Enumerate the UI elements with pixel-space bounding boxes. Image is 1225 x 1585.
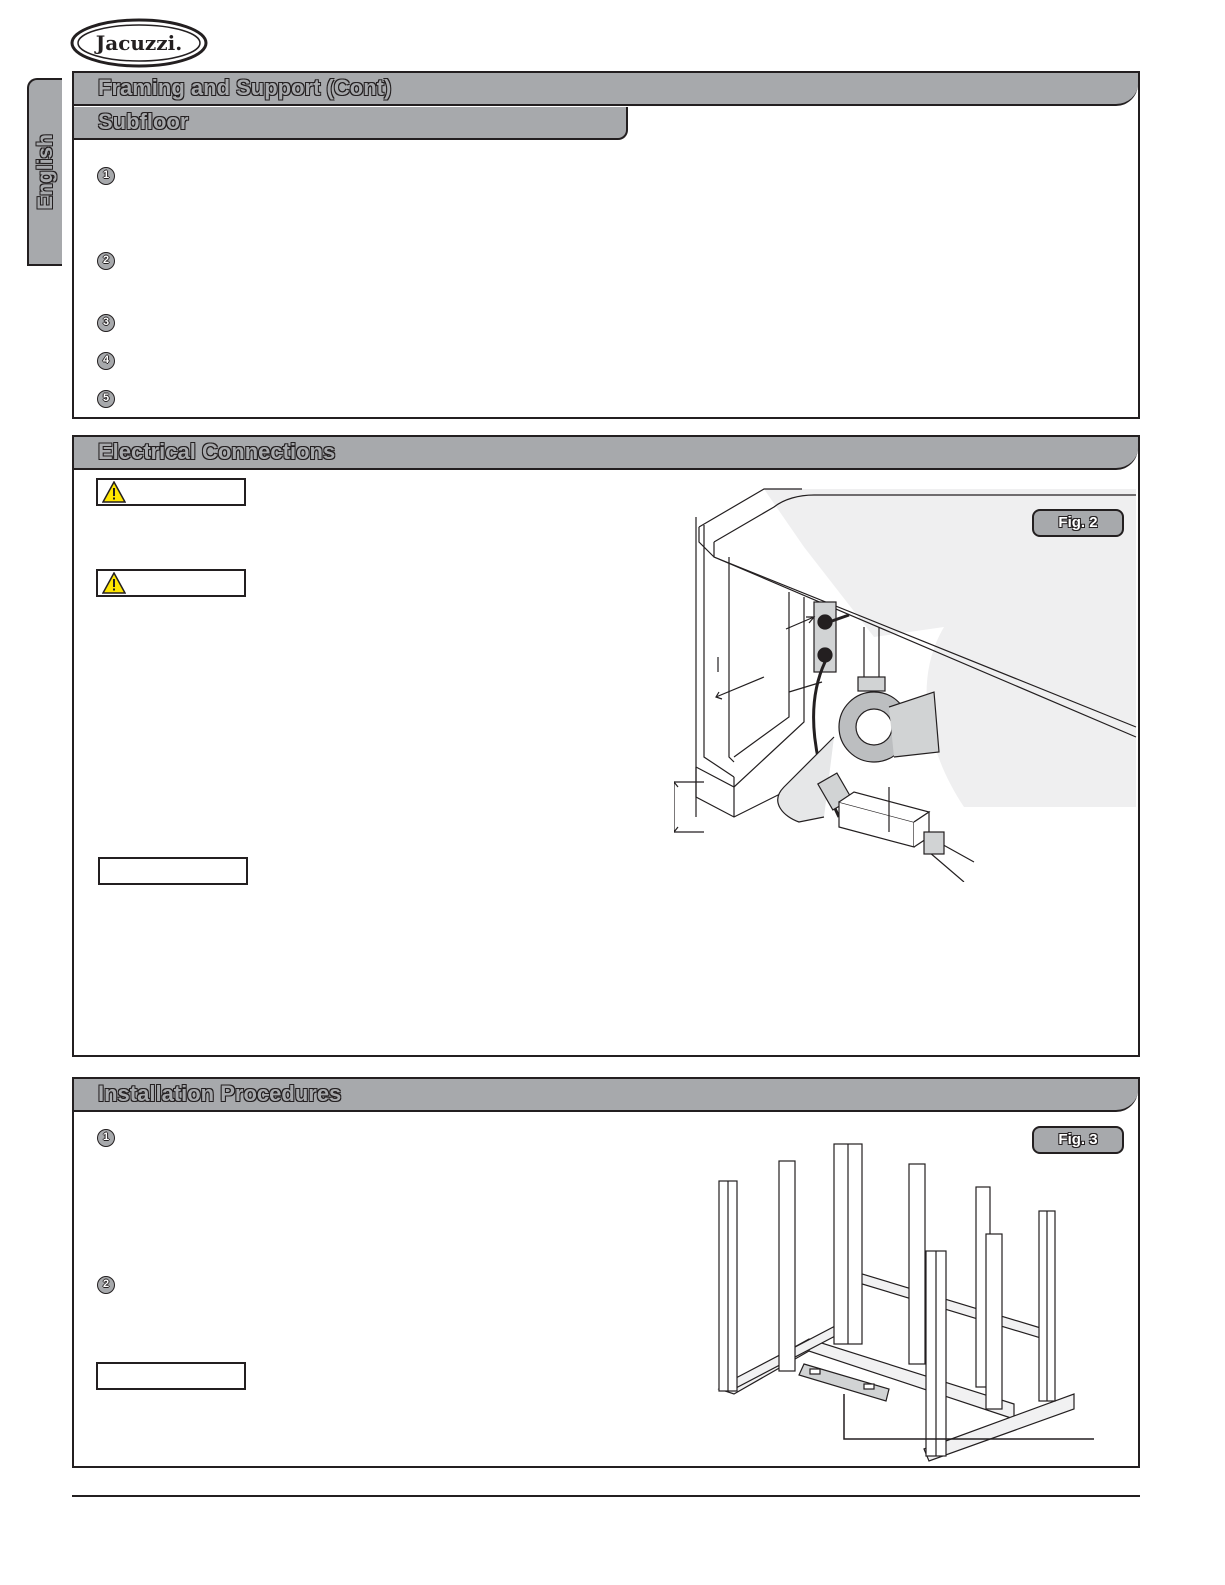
jacuzzi-logo <box>70 18 208 68</box>
fig3-framing-illustration <box>714 1139 1134 1464</box>
electrical-panel <box>72 435 1140 1057</box>
step-number-3: 3 <box>97 314 115 332</box>
subfloor-title: Subfloor <box>98 109 189 134</box>
step-number-5: 5 <box>97 390 115 408</box>
warning-box-1 <box>96 478 246 506</box>
language-tab <box>27 78 62 266</box>
install-step-number-2: 2 <box>97 1276 115 1294</box>
fig2-label: Fig. 2 <box>1032 509 1124 537</box>
warning-box-2 <box>96 569 246 597</box>
step-number-1: 1 <box>97 167 115 185</box>
install-note-box <box>96 1362 246 1390</box>
installation-panel <box>72 1077 1140 1468</box>
subfloor-header-bar <box>74 107 628 140</box>
logo-text: Jacuzzi. <box>95 31 183 55</box>
warning-triangle-icon <box>102 481 126 503</box>
framing-header-bar <box>74 73 1138 106</box>
electrical-header-bar <box>74 437 1138 470</box>
language-tab-label: English <box>33 134 57 210</box>
installation-header-bar <box>74 1079 1138 1112</box>
step-number-4: 4 <box>97 352 115 370</box>
warning-triangle-icon <box>102 572 126 594</box>
footer-rule <box>72 1495 1140 1497</box>
install-step-number-1: 1 <box>97 1129 115 1147</box>
electrical-title: Electrical Connections <box>98 439 336 464</box>
fig2-pump-illustration <box>674 487 1138 882</box>
note-box <box>98 857 248 885</box>
step-number-2: 2 <box>97 252 115 270</box>
framing-support-panel <box>72 71 1140 419</box>
framing-title: Framing and Support (Cont) <box>98 75 392 100</box>
fig3-label: Fig. 3 <box>1032 1126 1124 1154</box>
installation-title: Installation Procedures <box>98 1081 342 1106</box>
